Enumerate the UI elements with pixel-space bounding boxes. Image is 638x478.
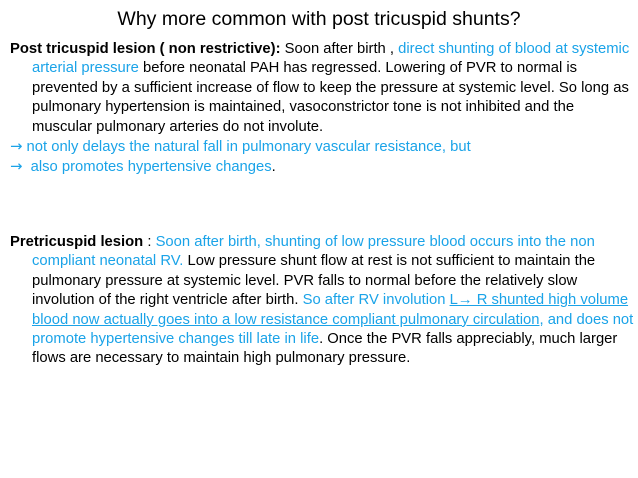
post-bullet-1 [10,137,634,157]
post-text-highlight: direct shunting of blood at systemic arterial pressure [32,41,630,77]
post-text-2: before neonatal PAH has regressed. Lowering of PVR to normal is prevented by a sufficient increase of flow to keep the pressure at systemic level. So long as pulmonary hypertension is maintained, vasoconstrictor tone is not inhibited and the muscular pulmonary arteries do not involute. [32,60,629,135]
post-tricuspid-heading: Post tricuspid lesion ( non restrictive): [10,41,281,57]
pre-tricuspid-heading: Pretricuspid lesion [10,234,144,250]
post-bullet-2-text: also promotes hypertensive changes [26,159,272,176]
pre-tricuspid-text [10,233,634,369]
pre-text-highlight-3: , and does not promote hypertensive changes till late in life [32,311,634,348]
post-tricuspid-text [10,40,634,137]
post-text-1: Soon after birth , [280,41,399,57]
pre-tricuspid-paragraph [10,233,634,369]
pre-text-underlined: L→ R shunted high volume blood now actually goes into a low resistance compliant pulmonary circulation [32,292,629,328]
pre-text-3: . Once the PVR falls appreciably, much larger flows are necessary to maintain high pulmonary pressure. [32,331,618,367]
pre-text-highlight-1: Soon after birth, shunting of low pressure blood occurs into the non compliant neonatal RV. [32,234,595,270]
pre-text-1: : [143,234,156,250]
pre-text-highlight-2: So after RV involution [302,292,450,309]
post-tricuspid-paragraph [10,40,634,178]
post-bullet-2-end: . [271,159,276,176]
arrow-right-icon: → [10,158,23,176]
slide-title: Why more common with post tricuspid shunts? [117,8,521,30]
post-bullet-2 [10,157,634,177]
pre-text-2: Low pressure shunt flow at rest is not sufficient to maintain the pulmonary pressure at systemic level. PVR falls to normal before the relatively slow involution of the right ventricle after birth. [32,253,596,309]
post-bullet-1-text: not only delays the natural fall in pulmonary vascular resistance, but [26,139,471,156]
arrow-right-icon: → [10,138,23,156]
